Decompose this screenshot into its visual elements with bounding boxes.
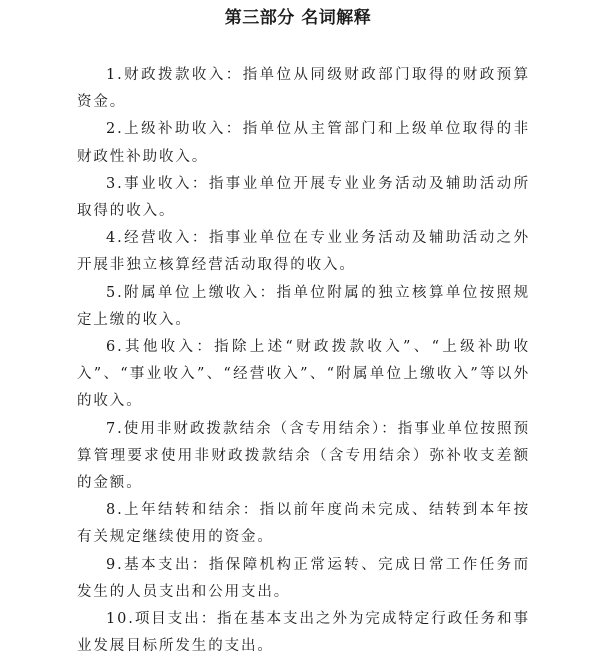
definition-item: 10.项目支出：指在基本支出之外为完成特定行政任务和事业发展目标所发生的支出。 [77,611,530,655]
definition-item: 5.附属单位上缴收入：指单位附属的独立核算单位按照规定上缴的收入。 [77,284,530,328]
definition-item: 8.上年结转和结余：指以前年度尚未完成、结转到本年按有关规定继续使用的资金。 [77,502,530,546]
definition-item: 3.事业收入：指事业单位开展专业业务活动及辅助活动所取得的收入。 [77,175,530,220]
definition-item: 6.其他收入：指除上述“财政拨款收入”、“上级补助收入”、“事业收入”、“经营收入”、“附属单位上缴收入”等以外的收入。 [77,339,530,410]
definition-item: 2.上级补助收入：指单位从主管部门和上级单位取得的非财政性补助收入。 [77,121,530,165]
definition-item: 4.经营收入：指事业单位在专业业务活动及辅助活动之外开展非独立核算经营活动取得的收入。 [77,230,530,274]
definition-item: 7.使用非财政拨款结余（含专用结余）：指事业单位按照预算管理要求使用非财政拨款结余（含专用结余）弥补收支差额的金额。 [77,420,530,492]
definition-item: 9.基本支出：指保障机构正常运转、完成日常工作任务而发生的人员支出和公用支出。 [77,556,530,600]
page-title: 第三部分 名词解释 [224,8,372,28]
definition-item: 1.财政拨款收入：指单位从同级财政部门取得的财政预算资金。 [77,67,530,111]
definitions-list [77,62,530,660]
